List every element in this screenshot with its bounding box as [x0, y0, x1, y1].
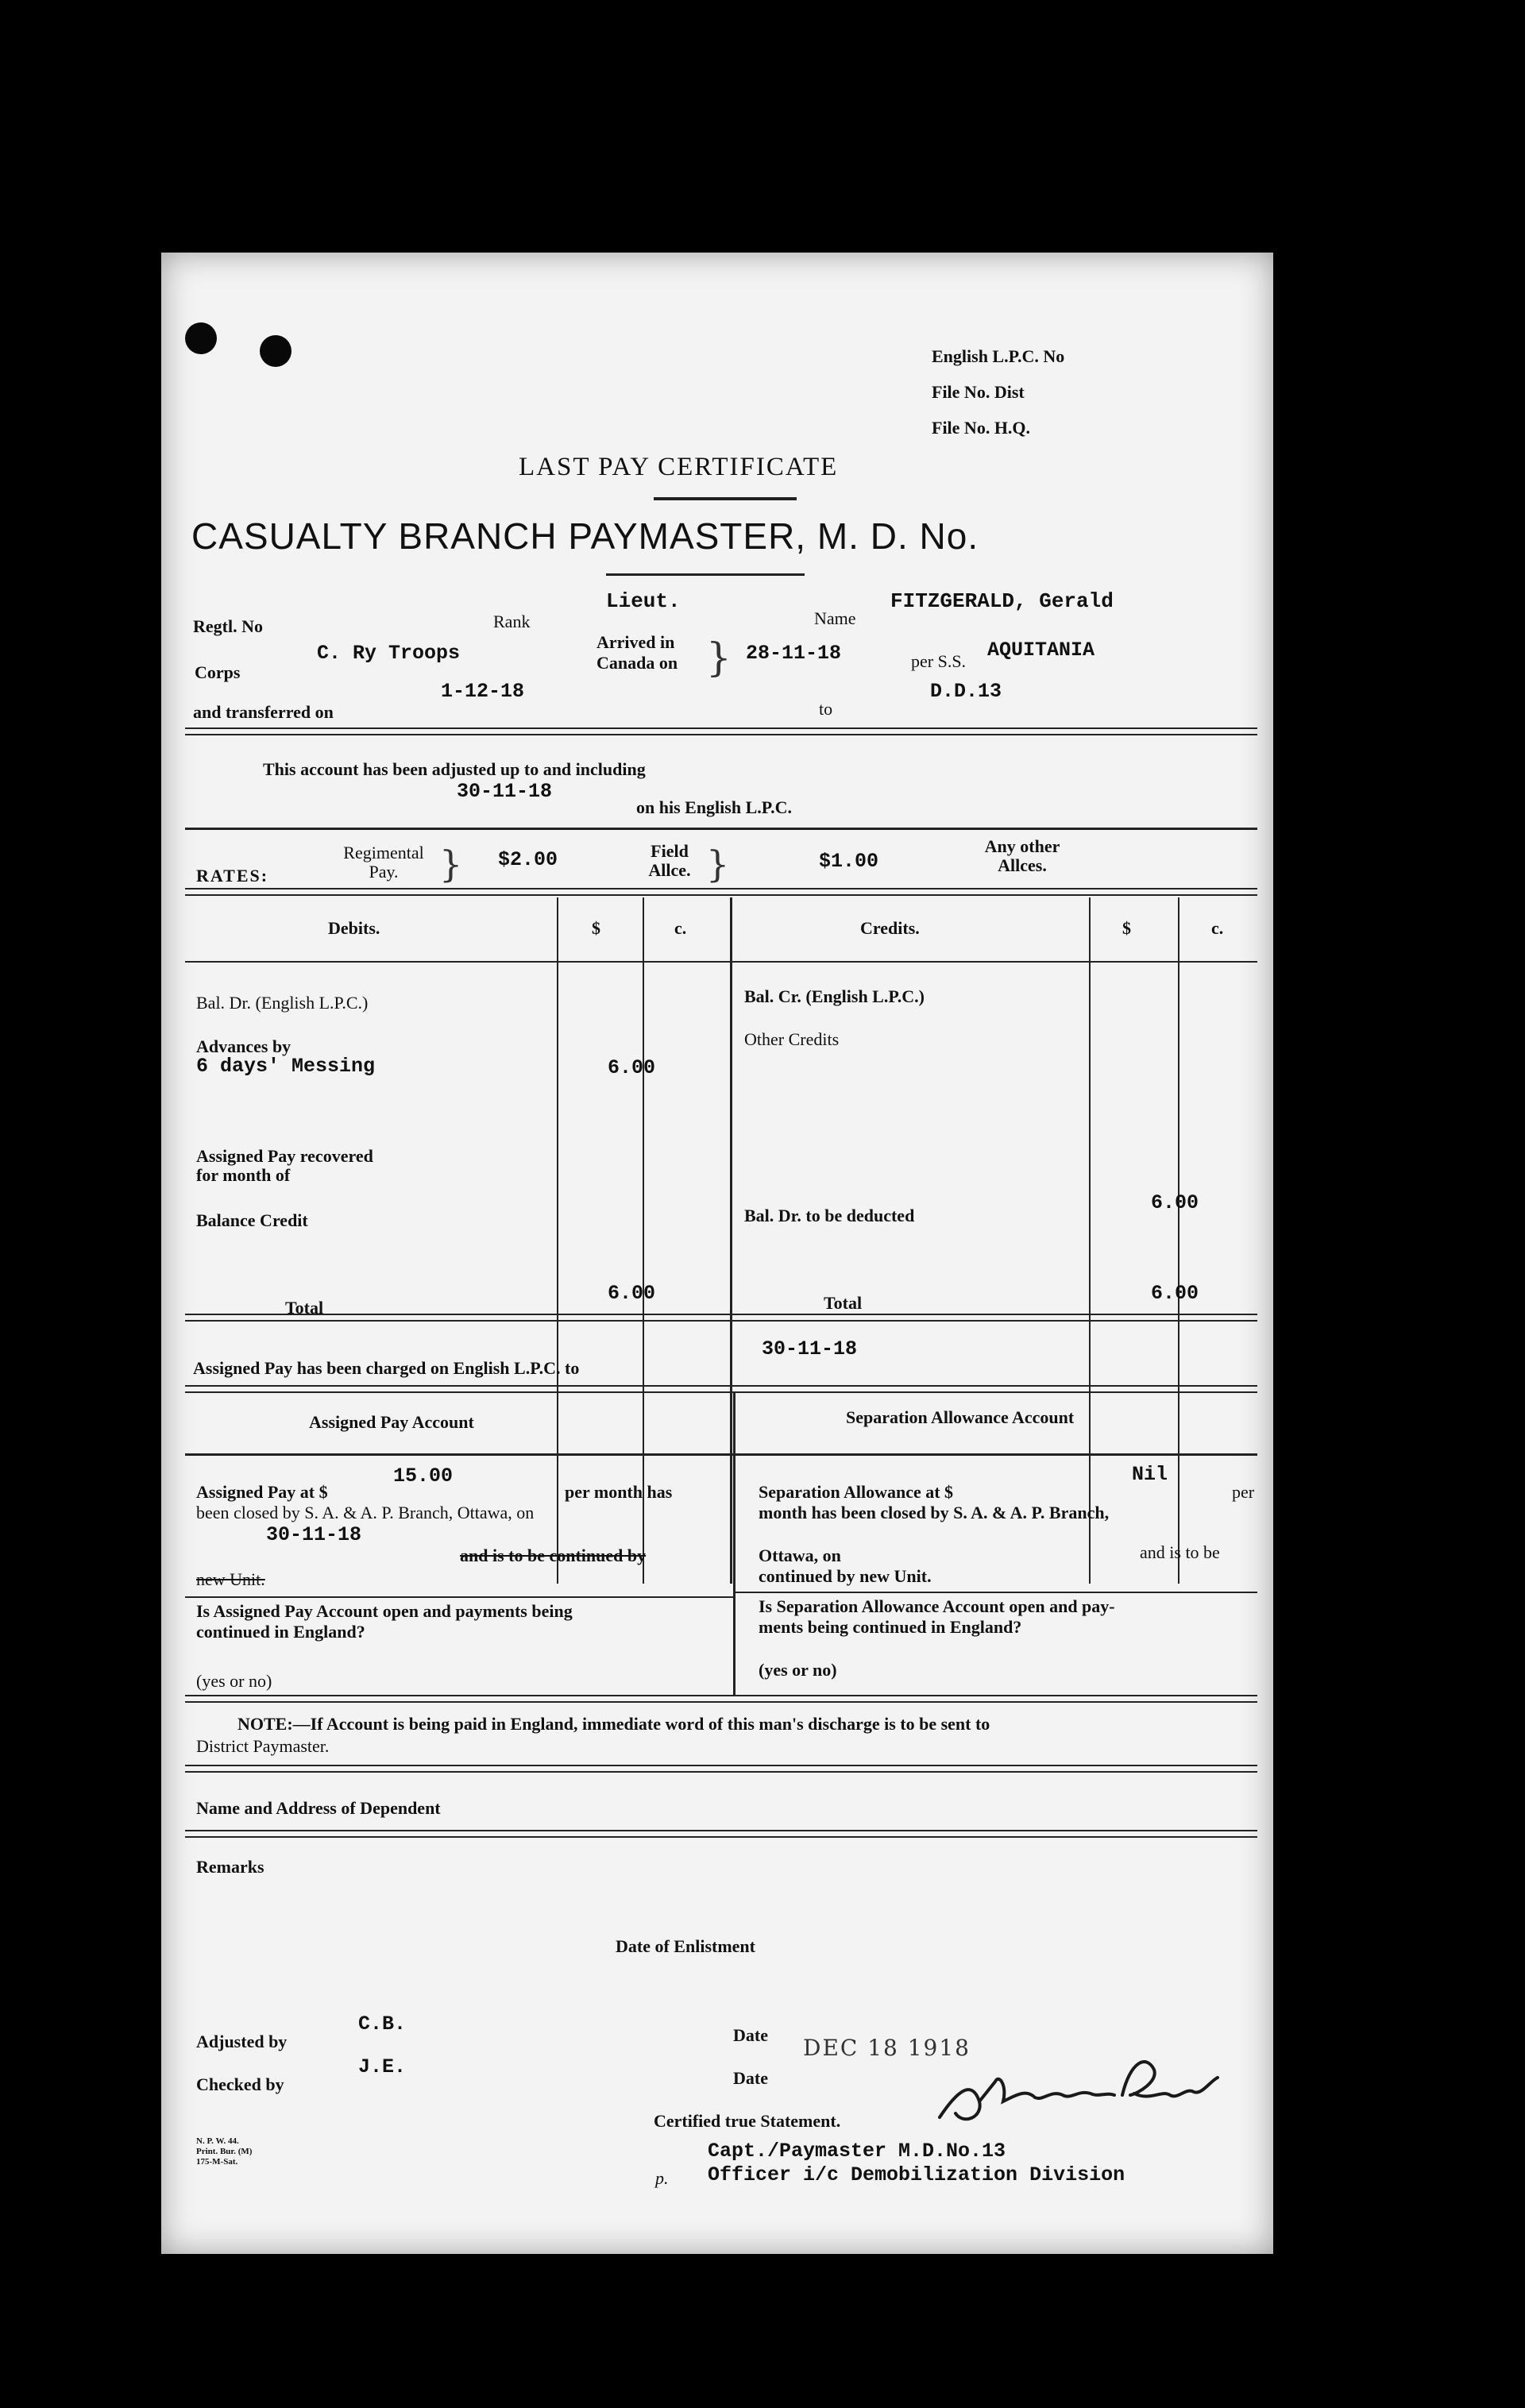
other-allces-label: [983, 837, 1062, 875]
assigned-closed-date: 30-11-18: [266, 1523, 362, 1546]
form-number-line2: Print. Bur. (M): [196, 2147, 253, 2156]
bal-cr-label: Bal. Cr. (English L.P.C.): [744, 986, 925, 1006]
assigned-line1: Assigned Pay at $: [196, 1482, 328, 1502]
subtitle-rule: [654, 497, 797, 500]
separation-yes-no: (yes or no): [759, 1660, 837, 1680]
transferred-label: and transferred on: [193, 702, 334, 722]
regimental-label: [328, 843, 439, 882]
separation-question-line1: Is Separation Allowance Account open and pay-: [759, 1596, 1115, 1616]
note-line1: NOTE:—If Account is being paid in England, immediate word of this man's discharge is to be sent to: [237, 1714, 990, 1734]
separation-line3-end: and is to be: [1140, 1542, 1220, 1562]
regimental-label-line1: Regimental: [343, 843, 424, 862]
separation-amount: Nil: [1132, 1463, 1168, 1486]
rates-label: RATES:: [196, 866, 269, 886]
separation-question-rule: [733, 1592, 1257, 1593]
ledger-top-rule: [185, 888, 1257, 896]
personal-rule: [185, 727, 1257, 735]
corps-label: Corps: [195, 662, 241, 682]
dependent-rule: [185, 1830, 1257, 1838]
signature-drawing: [932, 2046, 1234, 2141]
assigned-question-rule: [185, 1596, 733, 1598]
advances-by-label: Advances by: [196, 1036, 291, 1056]
separation-line1: Separation Allowance at $: [759, 1482, 954, 1502]
advances-amount: 6.00: [608, 1056, 656, 1079]
punch-hole-right: [260, 335, 291, 367]
ledger-col-3: [730, 897, 732, 1584]
ledger-col-1: [557, 897, 558, 1584]
file-no-hq-label: File No. H.Q.: [932, 418, 1031, 438]
other-credits-label: Other Credits: [744, 1029, 840, 1049]
accounts-header-rule: [185, 1453, 1257, 1456]
separation-line1-end: per: [1232, 1482, 1255, 1502]
arrived-label-line2: Canada on: [596, 653, 678, 673]
certificate-form: [161, 253, 1273, 2254]
enlistment-label: Date of Enlistment: [616, 1936, 755, 1956]
per-ss-label: per S.S.: [911, 651, 967, 671]
assigned-line1-end: per month has: [565, 1482, 673, 1502]
assigned-recovered-line2: for month of: [196, 1165, 291, 1185]
assigned-yes-no: (yes or no): [196, 1671, 272, 1691]
checked-by-label: Checked by: [196, 2074, 284, 2094]
punch-hole-left: [185, 322, 217, 354]
assigned-question: [196, 1601, 573, 1642]
to-label: to: [819, 699, 833, 719]
name-value: FITZGERALD, Gerald: [890, 589, 1114, 613]
accounts-divider: [733, 1393, 735, 1695]
assigned-recovered-label: [196, 1147, 373, 1185]
advances-item: 6 days' Messing: [196, 1055, 376, 1078]
assigned-struck-text: and is to be continued by: [460, 1546, 647, 1565]
other-label-line2: Allces.: [998, 855, 1047, 875]
separation-account-header: Separation Allowance Account: [846, 1407, 1075, 1427]
regimental-pay-value: $2.00: [498, 848, 558, 871]
adjusted-on-text: on his English L.P.C.: [636, 797, 793, 817]
form-number-line3: 175-M-Sat.: [196, 2157, 238, 2167]
debit-total-label: Total: [285, 1298, 324, 1318]
title-rule: [606, 573, 805, 576]
adjusted-by-value: C.B.: [358, 2012, 407, 2036]
assigned-line2: been closed by S. A. & A. P. Branch, Ottawa, on: [196, 1503, 535, 1522]
assigned-charged-text: Assigned Pay has been charged on English L.P.C. to: [193, 1358, 580, 1378]
checked-by-value: J.E.: [358, 2055, 407, 2078]
capt-line: Capt./Paymaster M.D.No.13: [708, 2140, 1006, 2163]
debit-dollar-header: $: [592, 918, 600, 938]
to-value: D.D.13: [930, 680, 1002, 703]
english-lpc-no-label: English L.P.C. No: [932, 346, 1065, 366]
separation-question-line2: ments being continued in England?: [759, 1617, 1022, 1637]
adjusted-text: This account has been adjusted up to and including: [263, 759, 646, 779]
arrived-label: [596, 632, 678, 673]
credit-dollar-header: $: [1122, 918, 1131, 938]
transferred-value: 1-12-18: [441, 680, 525, 703]
rank-label: Rank: [493, 612, 531, 631]
separation-line2: month has been closed by S. A. & A. P. Branch,: [759, 1503, 1110, 1522]
date-stamp: DEC 18 1918: [803, 2035, 971, 2061]
assigned-charged-date: 30-11-18: [762, 1337, 858, 1360]
bal-dr-label: Bal. Dr. (English L.P.C.): [196, 993, 369, 1013]
file-no-dist-label: File No. Dist: [932, 382, 1025, 402]
credit-cents-header: c.: [1211, 918, 1224, 938]
field-allce-label: [638, 842, 701, 880]
assigned-question-line2: continued in England?: [196, 1622, 365, 1642]
note-bottom-rule: [185, 1765, 1257, 1773]
corps-value: C. Ry Troops: [317, 642, 461, 665]
arrived-label-line1: Arrived in: [596, 632, 675, 652]
credits-header: Credits.: [860, 918, 920, 938]
form-number-line1: N. P. W. 44.: [196, 2136, 239, 2146]
credit-total-value: 6.00: [1151, 1282, 1199, 1305]
rates-top-rule: [185, 828, 1257, 830]
per-ss-value: AQUITANIA: [987, 639, 1095, 662]
ledger-header-rule: [185, 961, 1257, 963]
field-label-line2: Allce.: [648, 860, 691, 880]
form-subtitle: LAST PAY CERTIFICATE: [519, 453, 839, 481]
regimental-label-line2: Pay.: [369, 862, 399, 882]
assigned-new-unit: new Unit.: [196, 1569, 265, 1589]
arrived-brace: }: [706, 635, 732, 681]
for-mark: p.: [655, 2168, 669, 2188]
accounts-top-rule: [185, 1385, 1257, 1393]
form-title: CASUALTY BRANCH PAYMASTER, M. D. No.: [191, 515, 979, 557]
ledger-col-4: [1089, 897, 1091, 1584]
note-line2: District Paymaster.: [196, 1736, 330, 1756]
field-label-line1: Field: [651, 841, 689, 861]
ledger-col-5: [1178, 897, 1179, 1584]
field-allce-value: $1.00: [819, 850, 879, 873]
bal-dr-deducted-amount: 6.00: [1151, 1191, 1199, 1214]
separation-line3: Ottawa, on: [759, 1546, 841, 1565]
debit-cents-header: c.: [674, 918, 687, 938]
adjusted-date: 30-11-18: [457, 780, 553, 803]
assigned-pay-amount: 15.00: [393, 1464, 454, 1488]
regtl-no-label: Regtl. No: [193, 616, 263, 636]
remarks-label: Remarks: [196, 1857, 264, 1877]
credit-total-label: Total: [824, 1293, 863, 1313]
date-label-1: Date: [733, 2025, 768, 2045]
separation-line4: continued by new Unit.: [759, 1566, 932, 1586]
bal-dr-deducted-label: Bal. Dr. to be deducted: [744, 1206, 915, 1225]
assigned-account-header: Assigned Pay Account: [309, 1412, 474, 1432]
adjusted-by-label: Adjusted by: [196, 2032, 288, 2051]
assigned-recovered-line1: Assigned Pay recovered: [196, 1146, 373, 1166]
ledger-col-2: [643, 897, 644, 1584]
form-number: [196, 2136, 252, 2167]
officer-line: Officer i/c Demobilization Division: [708, 2163, 1125, 2186]
note-top-rule: [185, 1695, 1257, 1703]
ledger-bottom-rule: [185, 1314, 1257, 1322]
arrived-value: 28-11-18: [746, 642, 842, 665]
debits-header: Debits.: [328, 918, 380, 938]
regimental-brace: }: [439, 843, 463, 886]
assigned-question-line1: Is Assigned Pay Account open and payments being: [196, 1601, 573, 1621]
separation-question: [759, 1596, 1115, 1638]
dependent-label: Name and Address of Dependent: [196, 1798, 441, 1818]
name-label: Name: [814, 608, 856, 628]
date-label-2: Date: [733, 2068, 768, 2088]
field-brace: }: [706, 843, 730, 886]
other-label-line1: Any other: [984, 836, 1060, 856]
balance-credit-label: Balance Credit: [196, 1210, 308, 1230]
certified-label: Certified true Statement.: [654, 2111, 841, 2131]
debit-total-value: 6.00: [608, 1282, 656, 1305]
rank-value: Lieut.: [606, 589, 681, 613]
